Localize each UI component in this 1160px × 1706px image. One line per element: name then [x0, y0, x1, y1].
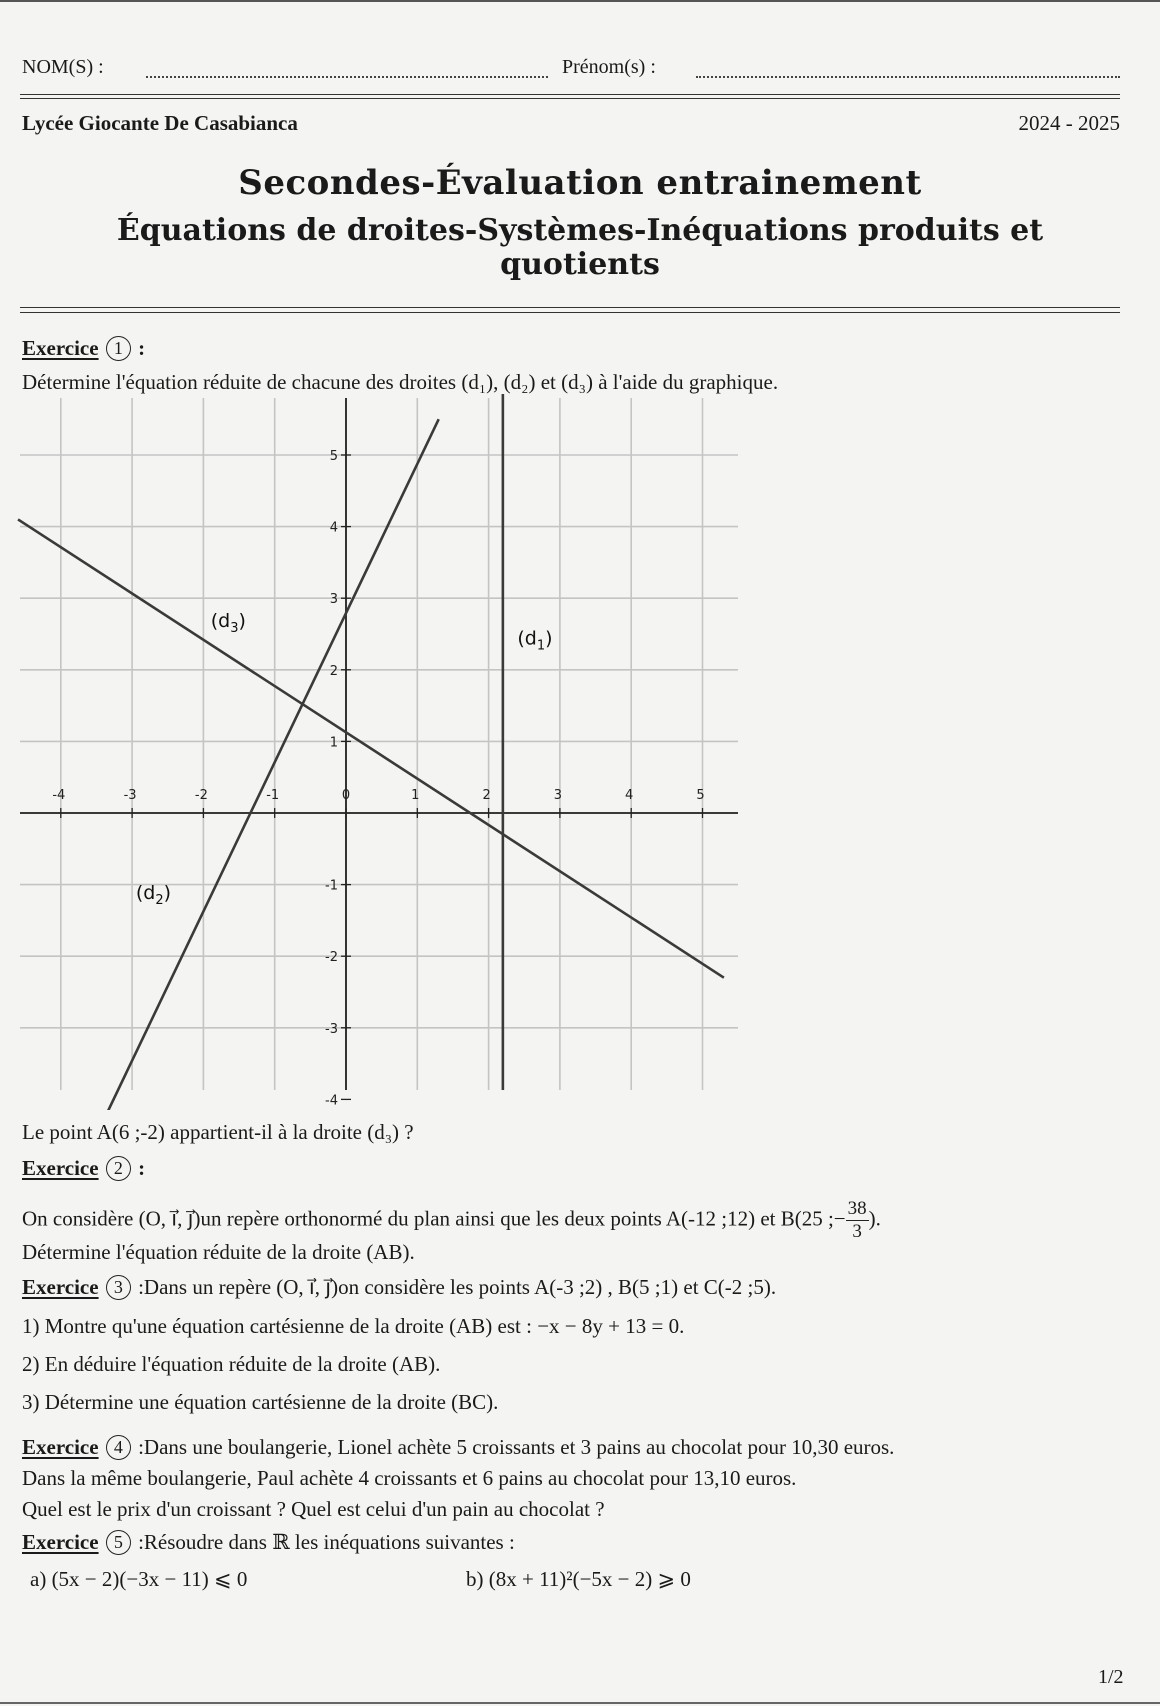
fraction-denominator: 3	[852, 1221, 862, 1242]
y-tick-label: -2	[325, 950, 338, 966]
exercise-1-label: Exercice	[22, 336, 99, 360]
exercise-2-text: On considère (O, i⃗, j⃗)un repère orthonormé du plan ainsi que les deux points A(-12 ;12) et B(25 ;−	[22, 1206, 846, 1231]
exercise-3-q3: 3) Détermine une équation cartésienne de la droite (BC).	[22, 1390, 499, 1414]
x-tick-label: 3	[553, 788, 563, 803]
y-tick-label: 3	[329, 592, 338, 608]
exercise-3-label: Exercice	[22, 1275, 99, 1299]
exercise-5-intro: :Résoudre dans ℝ les inéquations suivantes :	[132, 1530, 515, 1554]
exercise-5-heading	[22, 1530, 515, 1555]
x-tick-label: -1	[266, 788, 280, 803]
x-tick-label: -4	[52, 788, 66, 803]
fraction-38-3	[846, 1198, 869, 1243]
graph-grid	[20, 398, 738, 1090]
prenom-dotted-line	[696, 76, 1120, 78]
label-d3: $(d_3)$	[210, 609, 246, 636]
title-line-1: Secondes-Évaluation entrainement	[238, 163, 922, 203]
exercise-4-number: 4	[106, 1435, 131, 1460]
exercise-4-line-3: Quel est le prix d'un croissant ? Quel est celui d'un pain au chocolat ?	[22, 1497, 605, 1521]
header-rule-1	[20, 94, 1120, 95]
exercise-4-intro: :Dans une boulangerie, Lionel achète 5 croissants et 3 pains au chocolat pour 10,30 euros.	[132, 1435, 895, 1459]
line-d2	[96, 419, 438, 1110]
nom-dotted-line	[146, 76, 548, 78]
inequation-a: a) (5x − 2)(−3x − 11) ⩽ 0	[30, 1567, 248, 1591]
bottom-border	[0, 1702, 1160, 1704]
y-tick-label: 4	[329, 520, 338, 536]
title-rule-1	[20, 307, 1120, 308]
exercise-5-number: 5	[106, 1530, 131, 1555]
exercise-2-label: Exercice	[22, 1156, 99, 1180]
exercise-1-instruction: Détermine l'équation réduite de chacune des droites (d₁), (d₂) et (d₃) à l'aide du graphique.	[22, 370, 779, 394]
title-line-2: Équations de droites-Systèmes-Inéquations produits et	[116, 213, 1044, 248]
y-tick-label: -1	[325, 878, 338, 894]
x-tick-label: 1	[411, 788, 420, 803]
title-rule-2	[20, 312, 1120, 313]
exercise-3-intro: :Dans un repère (O, i⃗, j⃗)on considère les points A(-3 ;2) , B(5 ;1) et C(-2 ;5).	[132, 1275, 777, 1299]
school-year: 2024 - 2025	[1018, 111, 1120, 135]
exercise-1-question: Le point A(6 ;-2) appartient-il à la droite (d₃) ?	[22, 1120, 414, 1144]
inequation-b: b) (8x + 11)²(−5x − 2) ⩾ 0	[466, 1567, 691, 1591]
y-tick-label: 2	[329, 663, 338, 679]
x-tick-label: 0	[341, 788, 351, 803]
exercise-2-heading	[22, 1156, 145, 1181]
exercise-3-q2: 2) En déduire l'équation réduite de la droite (AB).	[22, 1352, 441, 1376]
x-tick-label: -3	[123, 788, 137, 803]
x-tick-label: -2	[194, 788, 208, 803]
exercise-2-number: 2	[106, 1156, 131, 1181]
x-tick-label: 5	[696, 788, 705, 803]
exercise-1-heading	[22, 336, 145, 361]
y-tick-label: -4	[325, 1093, 338, 1109]
exercise-3-q1: 1) Montre qu'une équation cartésienne de la droite (AB) est : −x − 8y + 13 = 0.	[22, 1314, 685, 1338]
label-d1: $(d_1)$	[517, 627, 553, 654]
exercise-4-line-2: Dans la même boulangerie, Paul achète 4 croissants et 6 pains au chocolat pour 13,10 euros.	[22, 1466, 797, 1490]
x-tick-label: 4	[625, 788, 634, 803]
label-d2: $(d_2)$	[135, 881, 172, 908]
graph	[0, 390, 760, 1110]
exercise-4-heading	[22, 1435, 894, 1460]
graph-axes	[20, 398, 738, 1090]
graph-lines	[18, 394, 724, 1110]
exercise-2-line-1	[22, 1198, 881, 1243]
y-tick-label: 5	[329, 449, 338, 464]
school-name: Lycée Giocante De Casabianca	[22, 111, 298, 135]
exercise-2-colon: :	[132, 1156, 146, 1180]
y-tick-label: -3	[325, 1021, 338, 1037]
exercise-5-label: Exercice	[22, 1530, 99, 1554]
nom-label: NOM(S) :	[22, 56, 104, 78]
graph-line-labels	[136, 610, 553, 908]
page-number: 1/2	[1098, 1666, 1124, 1688]
exercise-4-label: Exercice	[22, 1435, 99, 1459]
x-tick-label: 2	[482, 788, 491, 803]
exercise-3-number: 3	[106, 1275, 131, 1300]
exercise-2-line-2: Détermine l'équation réduite de la droite (AB).	[22, 1240, 415, 1264]
prenom-label: Prénom(s) :	[562, 56, 656, 78]
header-rule-2	[20, 98, 1120, 99]
title-line-3: quotients	[500, 247, 660, 282]
fraction-numerator: 38	[847, 1198, 867, 1219]
line-d3	[18, 519, 724, 977]
top-border	[0, 0, 1160, 2]
exercise-3-heading	[22, 1275, 776, 1300]
exercise-1-colon: :	[132, 336, 146, 360]
y-tick-label: 1	[329, 735, 338, 751]
exercise-2-text-end: ).	[868, 1206, 881, 1231]
exercise-1-number: 1	[106, 336, 131, 361]
